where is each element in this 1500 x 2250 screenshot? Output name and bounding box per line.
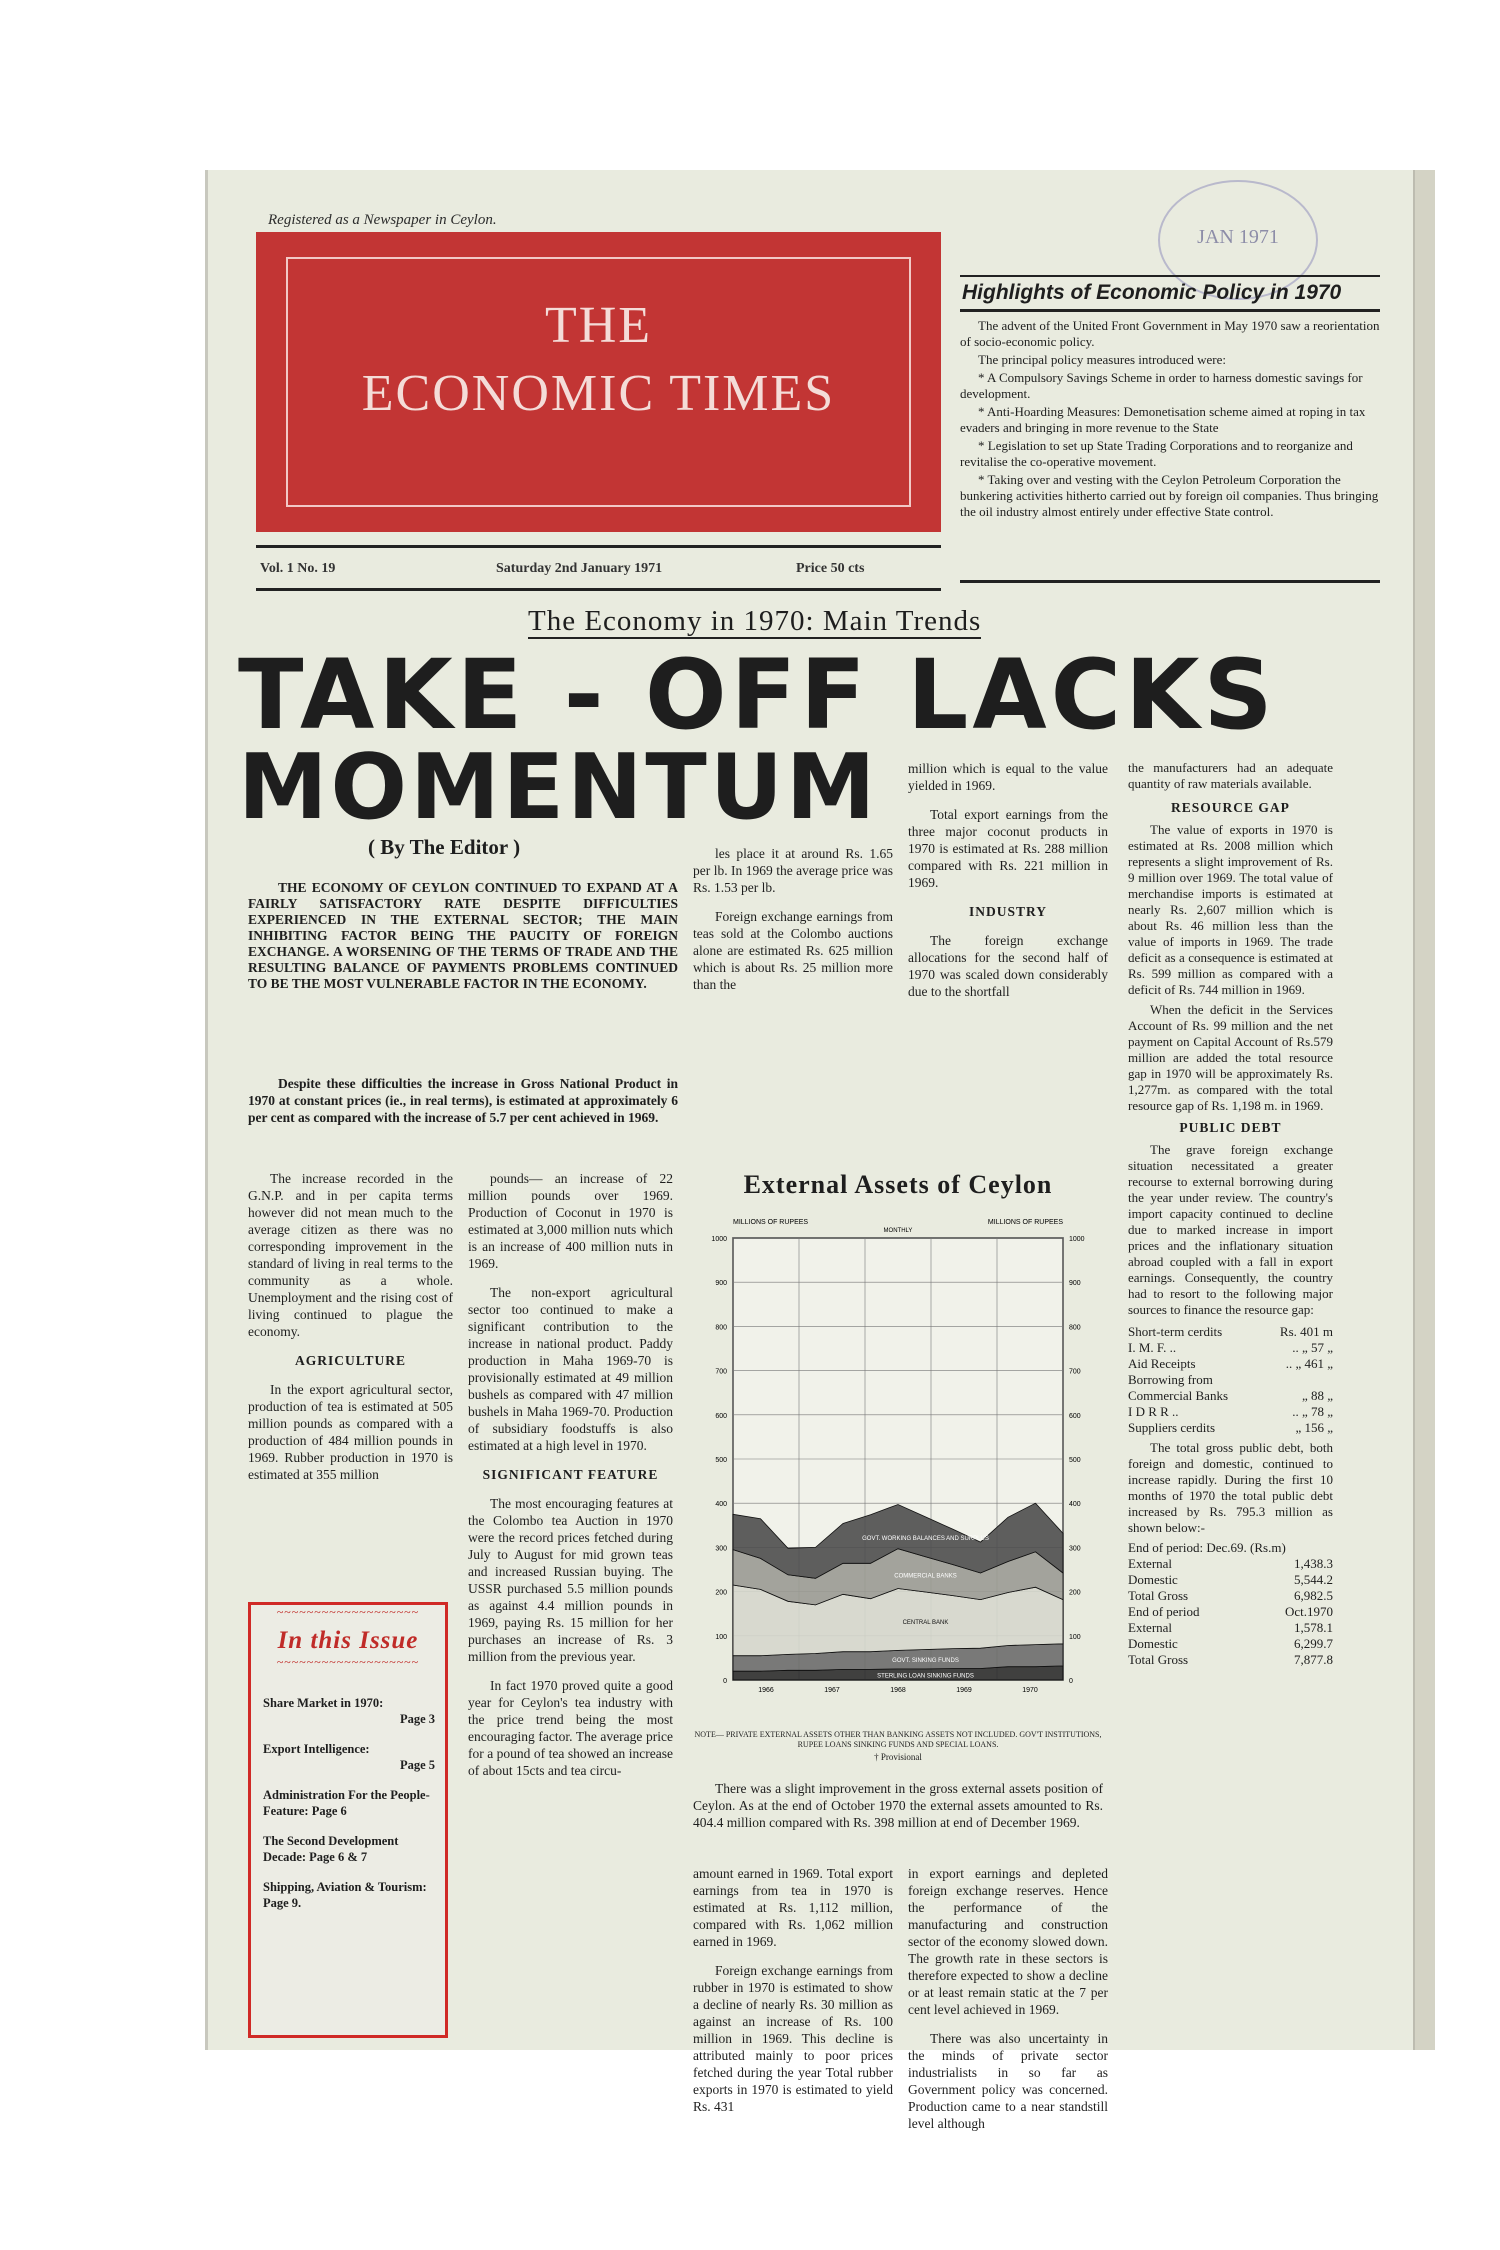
x-tick-label: 1967 xyxy=(824,1687,840,1694)
table-cell: .. „ 461 „ xyxy=(1285,1356,1333,1371)
column-2 xyxy=(468,1170,673,1791)
chart-title: External Assets of Ceylon xyxy=(743,1170,1053,1199)
subhead-industry: INDUSTRY xyxy=(968,904,1048,919)
column-3-top xyxy=(693,845,893,1005)
series-label: COMMERCIAL BANKS xyxy=(894,1573,957,1580)
highlights-title: Highlights of Economic Policy in 1970 xyxy=(960,275,1380,312)
y-tick-label: 600 xyxy=(715,1412,727,1420)
paragraph: There was also uncertainty in the minds of private sector industrialists in so far as Government policy was concerned. Production came to a near standstill level although xyxy=(908,2031,1108,2131)
paragraph: In fact 1970 proved quite a good year for Ceylon's tea industry with the price trend being the most encouraging factor. The average price for a pound of tea showed an increase of about 15cts and tea circu- xyxy=(468,1678,673,1778)
y-tick-label: 700 xyxy=(715,1368,727,1376)
paragraph: the manufacturers had an adequate quantity of raw materials available. xyxy=(1128,760,1333,791)
external-assets-chart xyxy=(693,1210,1103,1730)
subhead-significant-feature: SIGNIFICANT FEATURE xyxy=(482,1467,659,1482)
table-row xyxy=(1128,1324,1333,1340)
table-cell: 5,544.2 xyxy=(1294,1572,1333,1587)
list-item-label: Administration For the People-Feature: Page 6 xyxy=(263,1788,430,1818)
section-head xyxy=(528,605,981,638)
issue-date: Saturday 2nd January 1971 xyxy=(496,561,663,576)
y-tick-label-right: 400 xyxy=(1069,1501,1081,1509)
headline-line1: TAKE - OFF LACKS xyxy=(238,639,1277,751)
x-tick-label: 1969 xyxy=(956,1687,972,1694)
table-row xyxy=(1128,1620,1333,1636)
table-cell: „ 156 „ xyxy=(1295,1420,1333,1435)
y-tick-label-right: 800 xyxy=(1069,1324,1081,1332)
masthead xyxy=(256,232,941,532)
list-item-label: Share Market in 1970: xyxy=(263,1696,384,1710)
issue-info-bar xyxy=(256,545,941,591)
column-4-top xyxy=(908,760,1108,1012)
x-tick-label: 1968 xyxy=(890,1687,906,1694)
table-cell xyxy=(1262,1372,1333,1388)
y-tick-label: 300 xyxy=(715,1545,727,1553)
registration-note: Registered as a Newspaper in Ceylon. xyxy=(268,212,497,228)
y-tick-label: 400 xyxy=(715,1501,727,1509)
table-cell: „ 88 „ xyxy=(1301,1388,1333,1403)
issue-price: Price 50 cts xyxy=(796,561,865,576)
subhead-public-debt: PUBLIC DEBT xyxy=(1179,1120,1282,1135)
table-row xyxy=(1128,1356,1333,1372)
table-cell: External xyxy=(1128,1556,1173,1571)
table-cell: I D R R .. xyxy=(1128,1404,1179,1419)
y-tick-label-right: 300 xyxy=(1069,1545,1081,1553)
y-tick-label: 100 xyxy=(715,1633,727,1641)
lead-bold-paragraph: Despite these difficulties the increase in Gross National Product in 1970 at constant prices (ie., in real terms), is estimated at approximately 6 per cent as compared with the increase of 5.7 per cent achieved in 1969. xyxy=(248,1076,678,1125)
section-head-text: The Economy in 1970: Main Trends xyxy=(528,605,982,637)
paragraph: The most encouraging features at the Colombo tea Auction in 1970 were the record prices fetched during July to August for mid grown teas and increased Russian buying. The USSR purchased 5.5 million pounds as against 4.4 million pounds in 1969, paying Rs. 15 million for her purchases an increase of Rs. 3 million from the previous year. xyxy=(468,1496,673,1664)
paragraph: The total gross public debt, both foreign and domestic, continued to increase rapidly. During the first 10 months of 1970 the total public debt increased by Rs. 795.3 million as shown below:- xyxy=(1128,1440,1333,1535)
subhead-resource-gap: RESOURCE GAP xyxy=(1171,800,1290,815)
paragraph: The non-export agricultural sector too continued to make a significant contribution to the increase in national product. Paddy production in Maha 1969-70 is provisionally estimated at 49 million bushels as compared with 47 million bushels in Maha 1969-70. Production of subsidiary foodstuffs is also estimated at a high level in 1970. xyxy=(468,1285,673,1453)
table-cell: I. M. F. .. xyxy=(1128,1340,1177,1355)
paragraph: in export earnings and depleted foreign exchange reserves. Hence the performance of the manufacturing and construction sector of the economy slowed down. The growth rate in these sectors is therefore expected to show a decline or at least remain static at the 7 per cent level achieved in 1969. xyxy=(908,1866,1108,2017)
paragraph: The increase recorded in the G.N.P. and in per capita terms however did not mean much to the average citizen as there was no corresponding improvement in the standard of living in real terms to the community as a whole. Unemployment and the rising cost of living continued to plague the economy. xyxy=(248,1171,453,1339)
x-tick-label: 1970 xyxy=(1022,1687,1038,1694)
highlights-paragraph: * Legislation to set up State Trading Corporations and to reorganize and revitalise the co-operative movement. xyxy=(960,438,1353,469)
table-row xyxy=(1128,1340,1333,1356)
y-tick-label: 800 xyxy=(715,1324,727,1332)
paragraph: million which is equal to the value yielded in 1969. xyxy=(908,761,1108,793)
list-item-page: Page 3 xyxy=(399,1712,435,1726)
highlights-paragraph: The principal policy measures introduced were: xyxy=(978,352,1226,367)
paragraph: When the deficit in the Services Account of Rs. 99 million and the net payment on Capital Account of Rs.579 million are added the total resource gap in 1970 will be approximately Rs. 1,277m. as compared with the total resource gap of Rs. 1,198 m. in 1969. xyxy=(1128,1002,1333,1113)
y-tick-label-right: 200 xyxy=(1069,1589,1081,1597)
table-cell: Domestic xyxy=(1128,1572,1178,1587)
paragraph: les place it at around Rs. 1.65 per lb. In 1969 the average price was Rs. 1.53 per lb. xyxy=(693,846,893,895)
volume-number: Vol. 1 No. 19 xyxy=(260,561,336,576)
y-tick-label-right: 1000 xyxy=(1069,1236,1085,1243)
borrowing-table xyxy=(1128,1324,1333,1436)
table-row xyxy=(1128,1652,1333,1668)
y-tick-label: 900 xyxy=(715,1280,727,1288)
y-tick-label: 0 xyxy=(723,1678,727,1685)
table-cell: .. „ 78 „ xyxy=(1292,1404,1333,1419)
issue-contents-list xyxy=(263,1695,435,1911)
list-item-label: Export Intelligence: xyxy=(263,1742,370,1756)
list-item[interactable] xyxy=(263,1833,435,1865)
y-tick-label: 1000 xyxy=(711,1236,727,1243)
x-axis-label-top: MONTHLY xyxy=(883,1228,913,1234)
paragraph: Total export earnings from the three major coconut products in 1970 is estimated at Rs. 288 million compared with Rs. 221 million in 1969. xyxy=(908,807,1108,890)
in-this-issue-title: In this Issue xyxy=(277,1627,419,1654)
y-tick-label-right: 500 xyxy=(1069,1457,1081,1464)
list-item-label: The Second Development Decade: Page 6 & 7 xyxy=(263,1834,399,1864)
table-cell: Short-term cerdits xyxy=(1128,1324,1223,1339)
list-item-page: Page 5 xyxy=(399,1758,435,1772)
y-tick-label-right: 0 xyxy=(1069,1678,1073,1685)
list-item[interactable] xyxy=(263,1741,435,1773)
y-tick-label: 200 xyxy=(715,1589,727,1597)
paragraph: Foreign exchange earnings from rubber in 1970 is estimated to show a decline of nearly Rs. 30 million as against an increase of Rs. 100 million in 1969. This decline is attributed mainly to poor prices fetched during the year Total rubber exports in 1970 is estimated to yield Rs. 431 xyxy=(693,1963,893,2114)
table-cell: Aid Receipts xyxy=(1128,1356,1196,1371)
table-cell: 6,982.5 xyxy=(1294,1588,1333,1603)
column-1 xyxy=(248,1170,453,1495)
highlights-box xyxy=(960,275,1380,522)
table-cell: End of period xyxy=(1128,1604,1200,1619)
table-cell: Borrowing from xyxy=(1128,1372,1213,1387)
series-label: GOVT. SINKING FUNDS xyxy=(892,1658,959,1665)
y-axis-label-left: MILLIONS OF RUPEES xyxy=(733,1219,809,1226)
table-row xyxy=(1128,1372,1333,1388)
table-cell: Suppliers cerdits xyxy=(1128,1420,1216,1435)
table-row xyxy=(1128,1388,1333,1404)
list-item-label: Shipping, Aviation & Tourism: Page 9. xyxy=(263,1880,427,1910)
table-cell: Domestic xyxy=(1128,1636,1178,1651)
column-4-bottom xyxy=(908,1865,1108,2144)
decorative-dots: ~~~~~~~~~~~~~~~~~~~ xyxy=(276,1655,420,1669)
table-cell: Commercial Banks xyxy=(1128,1388,1229,1403)
series-label: STERLING LOAN SINKING FUNDS xyxy=(877,1673,974,1680)
column-5 xyxy=(1128,760,1333,1668)
table-cell: 6,299.7 xyxy=(1294,1636,1333,1651)
table-cell: .. „ 57 „ xyxy=(1292,1340,1333,1355)
highlights-paragraph: * Anti-Hoarding Measures: Demonetisation scheme aimed at roping in tax evaders and bringing in more revenue to the State xyxy=(960,404,1366,435)
x-tick-label: 1966 xyxy=(758,1687,774,1694)
headline-line2: MOMENTUM xyxy=(238,735,879,840)
newspaper-page xyxy=(205,170,1435,2131)
table-cell: External xyxy=(1128,1620,1173,1635)
table-row xyxy=(1128,1588,1333,1604)
table-row xyxy=(1128,1556,1333,1572)
in-this-issue-box xyxy=(248,1602,448,2038)
list-item[interactable] xyxy=(263,1879,435,1911)
paragraph: pounds— an increase of 22 million pounds over 1969. Production of Coconut in 1970 is estimated at 3,000 million nuts which is an increase of 400 million nuts in 1969. xyxy=(468,1171,673,1271)
highlights-rule xyxy=(960,580,1380,583)
series-label: GOVT. WORKING BALANCES AND SURPLUS xyxy=(862,1535,989,1542)
chart-caption: NOTE— PRIVATE EXTERNAL ASSETS OTHER THAN BANKING ASSETS NOT INCLUDED. GOV'T INSTITUTIONS, RUPEE LOANS SINKING FUNDS AND SPECIAL LOANS. xyxy=(694,1730,1102,1749)
paragraph: In the export agricultural sector, production of tea is estimated at 505 million pounds as compared with a production of 484 million pounds in 1969. Rubber production in 1970 is estimated at 355 million xyxy=(248,1382,453,1482)
list-item[interactable] xyxy=(263,1695,435,1727)
subhead-agriculture: AGRICULTURE xyxy=(294,1353,407,1368)
paragraph: The foreign exchange allocations for the second half of 1970 was scaled down considerably due to the shortfall xyxy=(908,933,1108,999)
table-cell: Total Gross xyxy=(1128,1588,1189,1603)
table-row xyxy=(1128,1604,1333,1620)
highlights-paragraph: * A Compulsory Savings Scheme in order to harness domestic savings for development. xyxy=(960,370,1363,401)
table-cell: Oct.1970 xyxy=(1284,1604,1333,1619)
table-row xyxy=(1128,1636,1333,1652)
table-row xyxy=(1128,1572,1333,1588)
library-stamp: JAN 1971 xyxy=(1158,180,1318,300)
series-label: CENTRAL BANK xyxy=(902,1619,949,1626)
paragraph: Foreign exchange earnings from teas sold at the Colombo auctions alone are estimated Rs. 625 million which is about Rs. 25 million more than the xyxy=(693,909,893,992)
byline: ( By The Editor ) xyxy=(368,835,521,859)
column-3-bottom xyxy=(693,1865,893,2127)
y-tick-label-right: 900 xyxy=(1069,1280,1081,1288)
masthead-title xyxy=(256,292,941,428)
y-axis-label-right: MILLIONS OF RUPEES xyxy=(987,1219,1063,1226)
debt-table-dec69 xyxy=(1128,1556,1333,1668)
table-cell: 1,578.1 xyxy=(1294,1620,1333,1635)
highlights-body xyxy=(960,318,1380,520)
masthead-line1: THE xyxy=(544,297,653,354)
table-cell: Total Gross xyxy=(1128,1652,1189,1667)
page-edge xyxy=(1413,170,1435,2050)
chart-svg xyxy=(693,1210,1103,1730)
paragraph: amount earned in 1969. Total export earnings from tea in 1970 is estimated at Rs. 1,112 million, compared with Rs. 1,062 million earned in 1969. xyxy=(693,1866,893,1949)
table-row xyxy=(1128,1420,1333,1436)
paragraph: The value of exports in 1970 is estimated at Rs. 2008 million which represents a slight improvement of Rs. 9 million over 1969. The total value of merchandise imports is estimated at nearly Rs. 2,607 million which is about Rs. 46 million less than the value of imports in 1969. The trade deficit as a consequence is estimated at Rs. 599 million as compared with a deficit of Rs. 744 million in 1969. xyxy=(1128,822,1333,997)
assets-paragraph: There was a slight improvement in the gross external assets position of Ceylon. As at the end of October 1970 the external assets amounted to Rs. 404.4 million compared with Rs. 398 million at end of December 1969. xyxy=(693,1781,1103,1830)
table-cell: 1,438.3 xyxy=(1294,1556,1333,1571)
table-cell: 7,877.8 xyxy=(1294,1652,1333,1667)
y-tick-label: 500 xyxy=(715,1457,727,1464)
highlights-paragraph: * Taking over and vesting with the Ceylon Petroleum Corporation the bunkering activities hitherto carried out by foreign oil companies. Thus bringing the oil industry almost entirely under effective State control. xyxy=(960,472,1379,519)
y-tick-label-right: 700 xyxy=(1069,1368,1081,1376)
table-cell: Rs. 401 m xyxy=(1279,1324,1333,1339)
y-tick-label-right: 600 xyxy=(1069,1412,1081,1420)
masthead-line2: ECONOMIC TIMES xyxy=(361,365,836,422)
paragraph: The grave foreign exchange situation necessitated a greater recourse to external borrowing during the year under review. The country's import capacity continued to decline due to marked increase in import prices and the inflationary situation abroad coupled with a fall in export earnings. Consequently, the country had to resort to the following major sources to finance the resource gap: xyxy=(1128,1142,1333,1317)
decorative-dots: ~~~~~~~~~~~~~~~~~~~ xyxy=(276,1605,420,1619)
lead-paragraph: THE ECONOMY OF CEYLON CONTINUED TO EXPAND AT A FAIRLY SATISFACTORY RATE DESPITE DIFFICULTIES EXPERIENCED IN THE EXTERNAL SECTOR; THE MAIN INHIBITING FACTOR BEING THE PAUCITY OF FOREIGN EXCHANGE. A WORSENING OF THE TERMS OF TRADE AND THE RESULTING BALANCE OF PAYMENTS PROBLEMS CONTINUED TO BE THE MOST VULNERABLE FACTOR IN THE ECONOMY. xyxy=(248,880,678,991)
debt-head-1: End of period: Dec.69. (Rs.m) xyxy=(1128,1540,1286,1555)
chart-note: † Provisional xyxy=(874,1752,922,1762)
highlights-paragraph: The advent of the United Front Government in May 1970 saw a reorientation of socio-economic policy. xyxy=(960,318,1380,349)
list-item[interactable] xyxy=(263,1787,435,1819)
y-tick-label-right: 100 xyxy=(1069,1633,1081,1641)
table-row xyxy=(1128,1404,1333,1420)
